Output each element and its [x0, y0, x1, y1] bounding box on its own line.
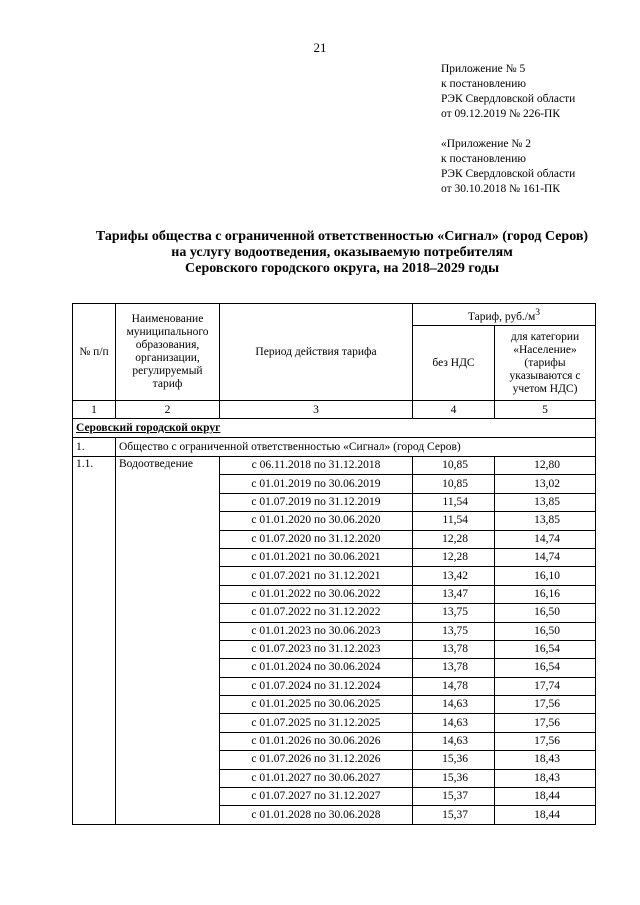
tariff-no-vat-cell: 10,85	[413, 475, 495, 493]
tariff-no-vat-cell: 13,75	[413, 604, 495, 622]
col-number: 1	[73, 401, 116, 419]
period-cell: с 01.07.2022 по 31.12.2022	[220, 604, 413, 622]
period-cell: с 01.07.2023 по 31.12.2023	[220, 640, 413, 658]
section-title: Серовский городской округ	[73, 419, 596, 438]
period-cell: с 01.01.2025 по 30.06.2025	[220, 696, 413, 714]
tariff-no-vat-cell: 13,78	[413, 659, 495, 677]
header-population: для категории «Население» (тарифы указываются с учетом НДС)	[495, 326, 596, 401]
tariff-population-cell: 16,54	[495, 659, 596, 677]
tariff-population-cell: 13,85	[495, 493, 596, 511]
appendix-line: РЭК Свердловской области	[441, 168, 576, 180]
tariff-no-vat-cell: 14,63	[413, 696, 495, 714]
title-line: Серовского городского округа, на 2018–2029 годы	[184, 261, 500, 276]
org-number: 1.	[73, 438, 116, 457]
appendix-line: «Приложение № 2	[441, 138, 531, 150]
tariff-population-cell: 14,74	[495, 530, 596, 548]
period-cell: с 01.07.2020 по 31.12.2020	[220, 530, 413, 548]
period-cell: с 06.11.2018 по 31.12.2018	[220, 457, 413, 475]
tariff-no-vat-cell: 14,63	[413, 714, 495, 732]
tariff-population-cell: 18,43	[495, 769, 596, 787]
tariff-no-vat-cell: 11,54	[413, 493, 495, 511]
tariff-no-vat-cell: 15,37	[413, 806, 495, 824]
appendix-line: Приложение № 5	[441, 63, 526, 75]
period-cell: с 01.07.2024 по 31.12.2024	[220, 677, 413, 695]
period-cell: с 01.01.2027 по 30.06.2027	[220, 769, 413, 787]
tariff-population-cell: 17,74	[495, 677, 596, 695]
tariff-population-cell: 12,80	[495, 457, 596, 475]
header-name: Наименование муниципального образования, организации, регулируемый тариф	[116, 304, 220, 401]
appendix-line: РЭК Свердловской области	[441, 93, 576, 105]
tariff-no-vat-cell: 13,75	[413, 622, 495, 640]
header-tariff-label: Тариф, руб./м	[467, 310, 536, 323]
appendix-current	[441, 62, 575, 122]
period-cell: с 01.01.2020 по 30.06.2020	[220, 512, 413, 530]
tariff-no-vat-cell: 14,63	[413, 732, 495, 750]
tariff-population-cell: 16,54	[495, 640, 596, 658]
page-number: 21	[313, 40, 327, 55]
period-cell: с 01.07.2026 по 31.12.2026	[220, 751, 413, 769]
tariff-no-vat-cell: 15,36	[413, 769, 495, 787]
period-cell: с 01.07.2019 по 31.12.2019	[220, 493, 413, 511]
tariff-no-vat-cell: 12,28	[413, 530, 495, 548]
tariff-population-cell: 17,56	[495, 732, 596, 750]
title-line: на услугу водоотведения, оказываемую потребителям	[171, 245, 513, 260]
col-number: 3	[220, 401, 413, 419]
period-cell: с 01.01.2024 по 30.06.2024	[220, 659, 413, 677]
period-cell: с 01.01.2021 по 30.06.2021	[220, 548, 413, 566]
tariff-no-vat-cell: 15,37	[413, 788, 495, 806]
title-line: Тарифы общества с ограниченной ответственностью «Сигнал» (город Серов)	[95, 229, 589, 244]
tariff-no-vat-cell: 10,85	[413, 457, 495, 475]
header-tariff-sup: 3	[535, 306, 541, 318]
tariff-no-vat-cell: 15,36	[413, 751, 495, 769]
tariff-population-cell: 17,56	[495, 696, 596, 714]
table-row	[73, 457, 596, 475]
period-cell: с 01.07.2025 по 31.12.2025	[220, 714, 413, 732]
tariff-no-vat-cell: 13,78	[413, 640, 495, 658]
org-name: Общество с ограниченной ответственностью «Сигнал» (город Серов)	[116, 438, 596, 457]
tariff-no-vat-cell: 13,47	[413, 585, 495, 603]
tariff-population-cell: 16,10	[495, 567, 596, 585]
period-cell: с 01.01.2026 по 30.06.2026	[220, 732, 413, 750]
item-number: 1.1.	[73, 457, 116, 825]
tariff-population-cell: 18,44	[495, 788, 596, 806]
col-number: 4	[413, 401, 495, 419]
tariff-no-vat-cell: 13,42	[413, 567, 495, 585]
period-cell: с 01.07.2027 по 31.12.2027	[220, 788, 413, 806]
header-num: № п/п	[73, 304, 116, 401]
appendix-original	[441, 137, 575, 197]
tariff-table	[72, 303, 596, 825]
period-cell: с 01.01.2019 по 30.06.2019	[220, 475, 413, 493]
tariff-population-cell: 17,56	[495, 714, 596, 732]
item-name: Водоотведение	[116, 457, 220, 825]
header-period: Период действия тарифа	[220, 304, 413, 401]
appendix-line: к постановлению	[441, 153, 526, 165]
col-number: 2	[116, 401, 220, 419]
period-cell: с 01.01.2022 по 30.06.2022	[220, 585, 413, 603]
appendix-line: от 09.12.2019 № 226-ПК	[441, 108, 561, 120]
document-title	[40, 229, 640, 277]
tariff-population-cell: 13,85	[495, 512, 596, 530]
period-cell: с 01.07.2021 по 31.12.2021	[220, 567, 413, 585]
col-number: 5	[495, 401, 596, 419]
tariff-population-cell: 16,50	[495, 622, 596, 640]
tariff-population-cell: 18,44	[495, 806, 596, 824]
tariff-population-cell: 14,74	[495, 548, 596, 566]
tariff-no-vat-cell: 14,78	[413, 677, 495, 695]
appendix-line: к постановлению	[441, 78, 526, 90]
tariff-no-vat-cell: 11,54	[413, 512, 495, 530]
period-cell: с 01.01.2028 по 30.06.2028	[220, 806, 413, 824]
header-no-vat: без НДС	[413, 326, 495, 401]
period-cell: с 01.01.2023 по 30.06.2023	[220, 622, 413, 640]
tariff-population-cell: 16,50	[495, 604, 596, 622]
tariff-population-cell: 13,02	[495, 475, 596, 493]
appendix-line: от 30.10.2018 № 161-ПК	[441, 183, 561, 195]
tariff-population-cell: 18,43	[495, 751, 596, 769]
tariff-population-cell: 16,16	[495, 585, 596, 603]
header-tariff	[413, 304, 596, 326]
tariff-no-vat-cell: 12,28	[413, 548, 495, 566]
